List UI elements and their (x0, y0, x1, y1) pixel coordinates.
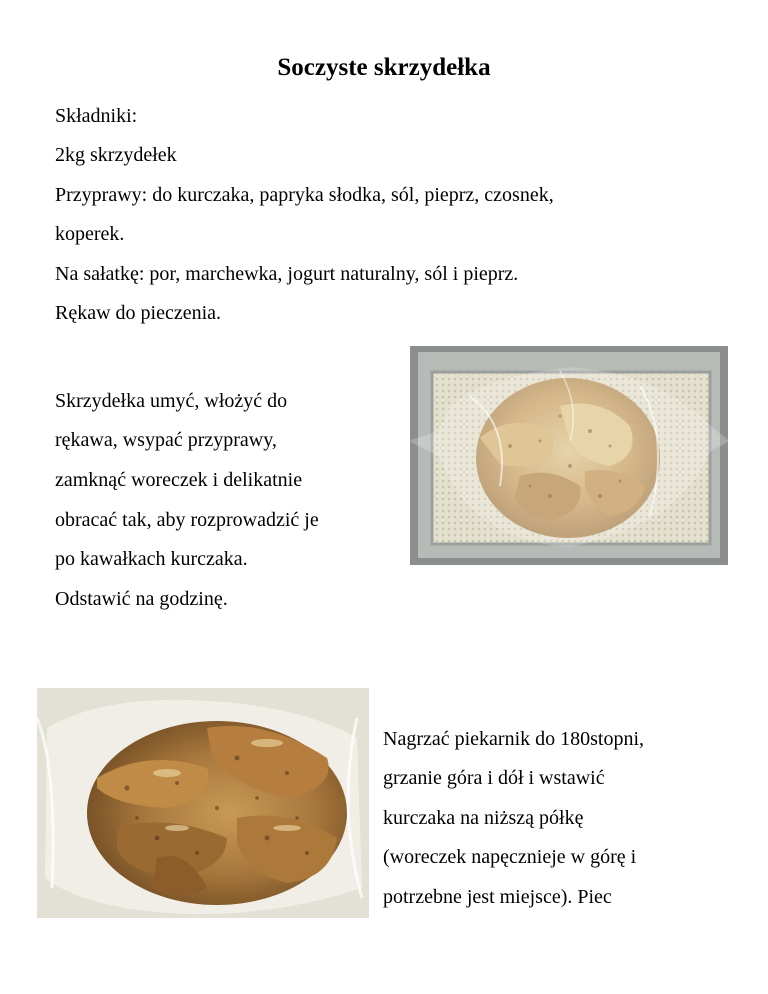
step2-line: (woreczek napęcznieje w górę i (383, 846, 637, 868)
step2-line: kurczaka na niższą półkę (383, 807, 584, 829)
photo-baked-wings (37, 688, 369, 918)
step1-line: Odstawić na godzinę. (55, 588, 228, 610)
step2-line: potrzebne jest miejsce). Piec (383, 886, 612, 908)
ingredient-line: Rękaw do pieczenia. (55, 302, 222, 324)
page-title: Soczyste skrzydełka (277, 54, 491, 81)
ingredient-line: Przyprawy: do kurczaka, papryka słodka, sól, pieprz, czosnek, (55, 184, 554, 206)
step1-line: po kawałkach kurczaka. (55, 548, 248, 570)
step2-line: grzanie góra i dół i wstawić (383, 767, 605, 789)
photo-wings-in-bag (410, 346, 728, 565)
photo-wings-in-bag-graphic (410, 346, 728, 565)
photo-baked-wings-graphic (37, 688, 369, 918)
step1-line: zamknąć woreczek i delikatnie (55, 469, 303, 491)
ingredient-line: koperek. (55, 223, 125, 245)
step2-line: Nagrzać piekarnik do 180stopni, (383, 728, 645, 750)
ingredients-heading: Składniki: (55, 105, 138, 127)
step1-line: rękawa, wsypać przyprawy, (55, 429, 277, 451)
ingredient-line: 2kg skrzydełek (55, 144, 177, 166)
step1-line: obracać tak, aby rozprowadzić je (55, 509, 319, 531)
step1-line: Skrzydełka umyć, włożyć do (55, 390, 288, 412)
ingredient-line: Na sałatkę: por, marchewka, jogurt naturalny, sól i pieprz. (55, 263, 519, 285)
